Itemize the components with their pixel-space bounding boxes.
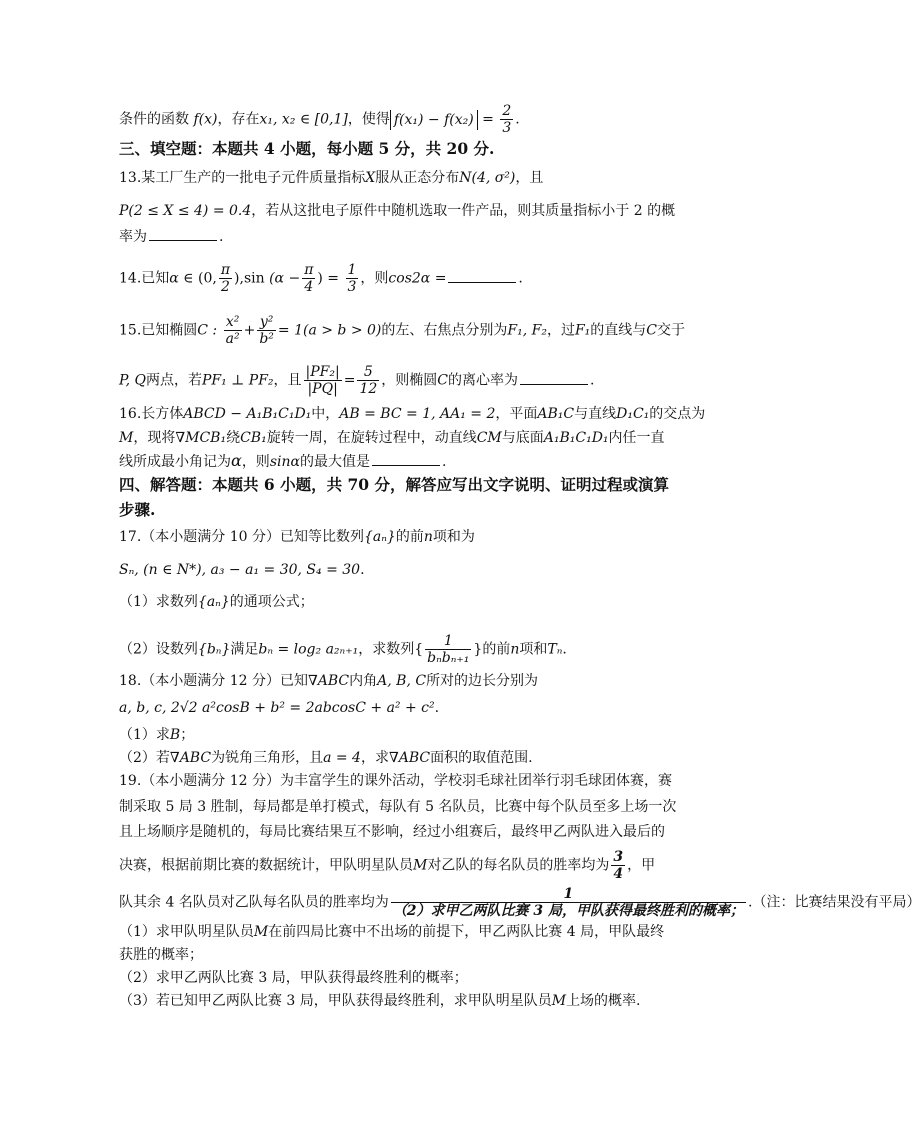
fraction [357,364,379,397]
text: . [518,270,523,287]
text: 两点，若 [145,372,202,389]
text: ，若从这批电子原件中随机选取一件产品，则其质量指标小于 2 的概 [251,203,676,219]
math: n [510,641,520,658]
text: 的交点为 [649,406,706,422]
question-17-part-2 [119,633,567,666]
text: .（注：比赛结果没有平局） [748,894,921,911]
math: + [243,322,256,339]
text: 对乙队的每名队员的胜率均为 [427,857,610,874]
text: . [434,700,440,716]
denominator: 2 [220,279,230,295]
text: 满足 [230,641,259,658]
math: PF₁ ⊥ PF₂ [201,372,274,389]
answer-blank[interactable] [149,226,217,241]
math: B [169,727,181,743]
math: = [343,372,356,389]
math: Sₙ, (n ∈ N*), a₃ − a₁ = 30, S₄ = 30 [119,562,361,578]
math: ∇ABC [388,750,431,766]
question-17-part-1 [119,592,314,612]
numerator: x² [224,314,242,331]
math: (0, [198,270,217,287]
text: . [562,641,567,658]
text: 内任一直 [608,430,665,446]
question-19-line-1: 19.（本小题满分 12 分）为丰富学生的课外活动，学校羽毛球社团举行羽毛球团体赛，赛 [119,773,672,789]
text: 交于 [657,322,685,339]
text: 与底面 [501,430,544,446]
text: 项和为 [432,529,475,545]
math: AB = BC = 1, AA₁ = 2 [339,406,496,422]
section-heading-solutions-cont: 步骤. [119,500,156,519]
text: 所对的边长分别为 [426,673,539,689]
math: ) = [317,270,340,287]
answer-blank[interactable] [372,451,440,466]
question-18-part-1 [119,725,194,745]
math: {bₙ} [197,641,231,658]
text: ，则 [360,270,389,287]
text: 16.长方体 [119,406,184,422]
fraction [302,262,315,295]
denominator: 3 [502,120,512,136]
text: 面积的取值范围. [430,750,533,766]
text: 14.已知 [119,270,170,287]
math: = 1(a > b > 0) [277,322,382,339]
text: 决赛，根据前期比赛的数据统计，甲队明星队员 [119,857,413,874]
text: 线所成最小角记为 [119,454,231,470]
text: 的最大值是 [299,454,370,470]
math: ∇ABC [169,750,212,766]
text: 的离心率为 [448,372,518,389]
text: 旋转一周，在旋转过程中，动直线 [266,430,477,446]
math: (α − [269,270,301,287]
text: 队其余 4 名队员对乙队每名队员的胜率均为 [119,894,389,911]
text: （1）求 [119,727,170,743]
math: M [253,924,269,940]
question-14 [119,262,523,295]
text: 为锐角三角形，且 [211,750,324,766]
fraction [219,262,232,295]
text: ，且 [515,170,544,186]
question-19-line-3: 且上场顺序是随机的，每局比赛结果互不影响，经过小组赛后，最终甲乙两队进入最后的 [119,824,665,840]
math: P, Q [119,372,146,389]
math: α ∈ [169,270,194,287]
text: （1）求甲队明星队员 [119,924,254,940]
text: （1）求数列 [119,594,198,610]
text: 15.已知椭圆 [119,322,198,339]
denominator: 3 [347,279,357,295]
text: 内角 [349,673,378,689]
text: （2）设数列 [119,641,198,658]
text: （3）若已知甲乙两队比赛 3 局，甲队获得最终胜利，求甲队明星队员 [119,993,552,1009]
math: M [119,430,134,446]
text: 17.（本小题满分 10 分）已知等比数列 [119,529,364,545]
text: 绕 [226,430,241,446]
answer-blank[interactable] [448,268,516,283]
math: M [413,857,428,874]
text: 的通项公式； [229,594,314,610]
text: 的直线与 [590,322,647,339]
text: . [515,111,520,128]
math: x₁, x₂ ∈ [0,1] [259,111,348,128]
question-16-line-2 [119,428,665,448]
math: M [551,993,567,1009]
section-heading-solutions: 四、解答题：本题共 6 小题，共 70 分，解答应写出文字说明、证明过程或演算 [119,475,669,494]
math: ∇ABC [307,673,350,689]
text: 在前四局比赛中不出场的前提下，甲乙两队比赛 4 局，甲队最终 [268,924,665,940]
brace-close: } [473,641,483,658]
question-19-line-2: 制采取 5 局 3 胜制，每局都是单打模式，每队有 5 名队员，比赛中每个队员至多上场一次 [119,799,677,815]
question-13-line-1 [119,168,543,188]
numerator: y² [257,314,276,331]
text: ； [180,727,195,743]
numerator: π [304,262,314,278]
denominator: 12 [359,381,378,397]
question-13-line-3 [119,226,223,247]
math: A₁B₁C₁D₁ [543,430,609,446]
question-19-part-2: （2）求甲乙两队比赛 3 局，甲队获得最终胜利的概率； [119,970,468,986]
math: f(x₁) − f(x₂) [393,111,474,128]
denominator: b² [259,331,274,347]
text: 的左、右焦点分别为 [381,322,508,339]
text: 条件的函数 [119,111,189,128]
question-18-line-2 [119,698,439,718]
text: ，则椭圆 [381,372,438,389]
math: P(2 ≤ X ≤ 4) = 0.4 [119,203,252,219]
numerator: 1 [347,262,357,278]
fraction [611,849,625,882]
question-15-line-2 [119,364,594,397]
math: α [231,451,242,470]
question-19-part-1-cont: 获胜的概率； [119,947,203,963]
text: . [219,229,224,245]
answer-blank[interactable] [520,370,588,385]
math: {aₙ} [363,529,396,545]
numerator: 1 [391,886,746,903]
text: 13.某工厂生产的一批电子元件质量指标 [119,170,366,186]
text: 中， [311,406,340,422]
section-heading-fill-in: 三、填空题：本题共 4 小题，每小题 5 分，共 20 分. [119,139,495,158]
math: cos2α = [388,270,447,287]
math: Tₙ [547,641,563,658]
numerator: 5 [357,364,379,381]
math: ∇MCB₁ [175,430,227,446]
math: D₁C₁ [616,406,650,422]
math: C [646,322,657,339]
brace-open: { [414,641,424,658]
question-15-line-1 [119,314,685,347]
question-19-line-4 [119,849,655,882]
text: 的前 [482,641,511,658]
text: ，求 [360,750,389,766]
math: CM [476,430,502,446]
text: 18.（本小题满分 12 分）已知 [119,673,308,689]
text: ，求数列 [358,641,415,658]
fraction [304,364,342,397]
math: ABCD − A₁B₁C₁D₁ [183,406,312,422]
text: （2）若 [119,750,170,766]
fraction [224,314,242,347]
math: bₙ = log₂ a₂ₙ₊₁ [258,641,359,658]
question-17-line-1 [119,527,475,547]
text: . [360,562,365,578]
math: A, B, C [377,673,427,689]
text: 的前 [395,529,424,545]
text: ，且 [273,372,302,389]
text: 与直线 [574,406,617,422]
question-13-line-2 [119,201,675,221]
text: ，过 [546,322,575,339]
fraction [257,314,276,347]
denominator: 4 [304,279,314,295]
math: sinα [269,454,300,470]
fraction [346,262,359,295]
math: X [365,170,376,186]
question-16-line-3 [119,451,446,472]
text: 项和 [519,641,548,658]
numerator: 1 [425,633,471,650]
math: C [437,372,448,389]
math: a, b, c, 2√2 a²cosB + b² = 2abcosC + a² + c² [119,700,435,716]
text: ，存在 [217,111,260,128]
math: = [482,111,494,128]
math: AB₁C [537,406,575,422]
text: ，甲 [627,857,656,874]
denominator: （2）求甲乙两队比赛 3 局，甲队获得最终胜利的概率； [392,903,745,919]
question-18-part-2 [119,748,533,768]
math: CB₁ [240,430,267,446]
numerator: 2 [502,103,512,119]
question-16-line-1 [119,404,705,424]
denominator: bₙbₙ₊₁ [427,650,470,666]
math: ),sin [234,270,265,287]
numerator: 3 [613,849,624,865]
text: ，现将 [133,430,176,446]
question-19-part-1 [119,922,664,942]
math: C : [197,322,218,339]
denominator: |PQ| [307,381,338,397]
numerator: π [220,262,231,278]
text: . [590,372,595,389]
math: f(x) [193,111,218,128]
math: {aₙ} [197,594,230,610]
abs-value [390,110,478,130]
text: 服从正态分布 [375,170,460,186]
denominator: 4 [613,866,624,882]
text: . [441,454,447,470]
question-17-line-2 [119,560,365,580]
fraction [391,886,746,919]
fraction [425,633,471,666]
fraction [500,103,513,136]
question-18-line-1 [119,671,538,691]
math: N(4, σ²) [459,170,516,186]
text: 率为 [119,229,147,245]
text: ，使得 [347,111,390,128]
question-19-part-3 [119,991,641,1011]
math: a = 4 [323,750,361,766]
question-19-line-5 [119,886,921,919]
text: ，则 [241,454,270,470]
math: n [423,529,433,545]
text: ，平面 [495,406,538,422]
carryover-line [119,103,520,136]
denominator: a² [225,331,240,347]
math: F₁, F₂ [507,322,547,339]
numerator: |PF₂| [305,364,340,380]
text: 上场的概率. [566,993,641,1009]
math: F₁ [574,322,591,339]
